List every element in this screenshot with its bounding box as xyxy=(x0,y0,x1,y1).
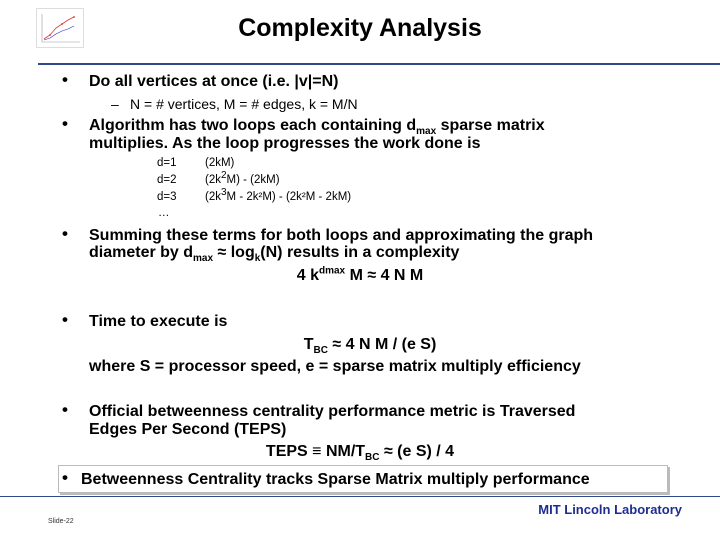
d-row-label: d=2 xyxy=(157,174,177,186)
footer-divider xyxy=(0,496,720,497)
bullet-3-line-1: Summing these terms for both loops and approximating the graph xyxy=(89,227,594,244)
bullet-marker: • xyxy=(62,310,68,329)
bullet-1-sub-text: N = # vertices, M = # edges, k = M/N xyxy=(130,96,358,112)
slide-number: Slide-22 xyxy=(48,518,74,525)
d-row-expression: $(2k^3M - 2k^2M) - (2k^2M - 2kM)$ xyxy=(205,187,352,203)
d-row-ellipsis: … xyxy=(158,207,170,219)
bullet-4-where-text: where S = processor speed, e = sparse matrix multiply efficiency xyxy=(89,358,581,375)
bullet-marker: • xyxy=(62,468,68,487)
slide-title: Complexity Analysis xyxy=(238,14,482,42)
bullet-marker: • xyxy=(62,70,68,89)
d-row-expression: $(2k^2M) - (2kM)$ xyxy=(205,170,280,186)
complexity-formula: 4 $k^{dmax}$ M ≈ 4 N M xyxy=(296,265,424,284)
bullet-1-text: Do all vertices at once (i.e. |v|=N) xyxy=(89,73,339,90)
bullet-5-line-1: Official betweenness centrality performance metric is Traversed xyxy=(89,403,576,420)
bullet-3-line-2: diameter by $d_{max} \approx \log_k(N)$ results in a complexity xyxy=(89,244,460,265)
bullet-marker: • xyxy=(62,114,68,133)
d-row-expression: (2kM) xyxy=(205,157,235,169)
footer-lab-name: MIT Lincoln Laboratory xyxy=(538,502,682,517)
d-row-label: d=1 xyxy=(157,157,177,169)
bullet-marker: • xyxy=(62,224,68,243)
execution-time-formula: $T_{BC} \approx 4$ N M / (e S) xyxy=(303,336,437,357)
bullet-2-line-2: multiplies. As the loop progresses the work done is xyxy=(89,135,481,152)
bullet-marker: • xyxy=(62,400,68,419)
conclusion-text: Betweenness Centrality tracks Sparse Matrix multiply performance xyxy=(81,471,590,488)
d-row-label: d=3 xyxy=(157,191,177,203)
bullet-2-line-1: Algorithm has two loops each containing $d_{max}$ sparse matrix xyxy=(89,117,545,138)
title-divider xyxy=(38,63,720,65)
bullet-5-line-2: Edges Per Second (TEPS) xyxy=(89,421,287,438)
sub-bullet-dash: – xyxy=(111,96,119,112)
bullet-4-text: Time to execute is xyxy=(89,313,228,330)
teps-formula: TEPS ≡ $NM/T_{BC} \approx (e$ S) / 4 xyxy=(265,443,455,464)
